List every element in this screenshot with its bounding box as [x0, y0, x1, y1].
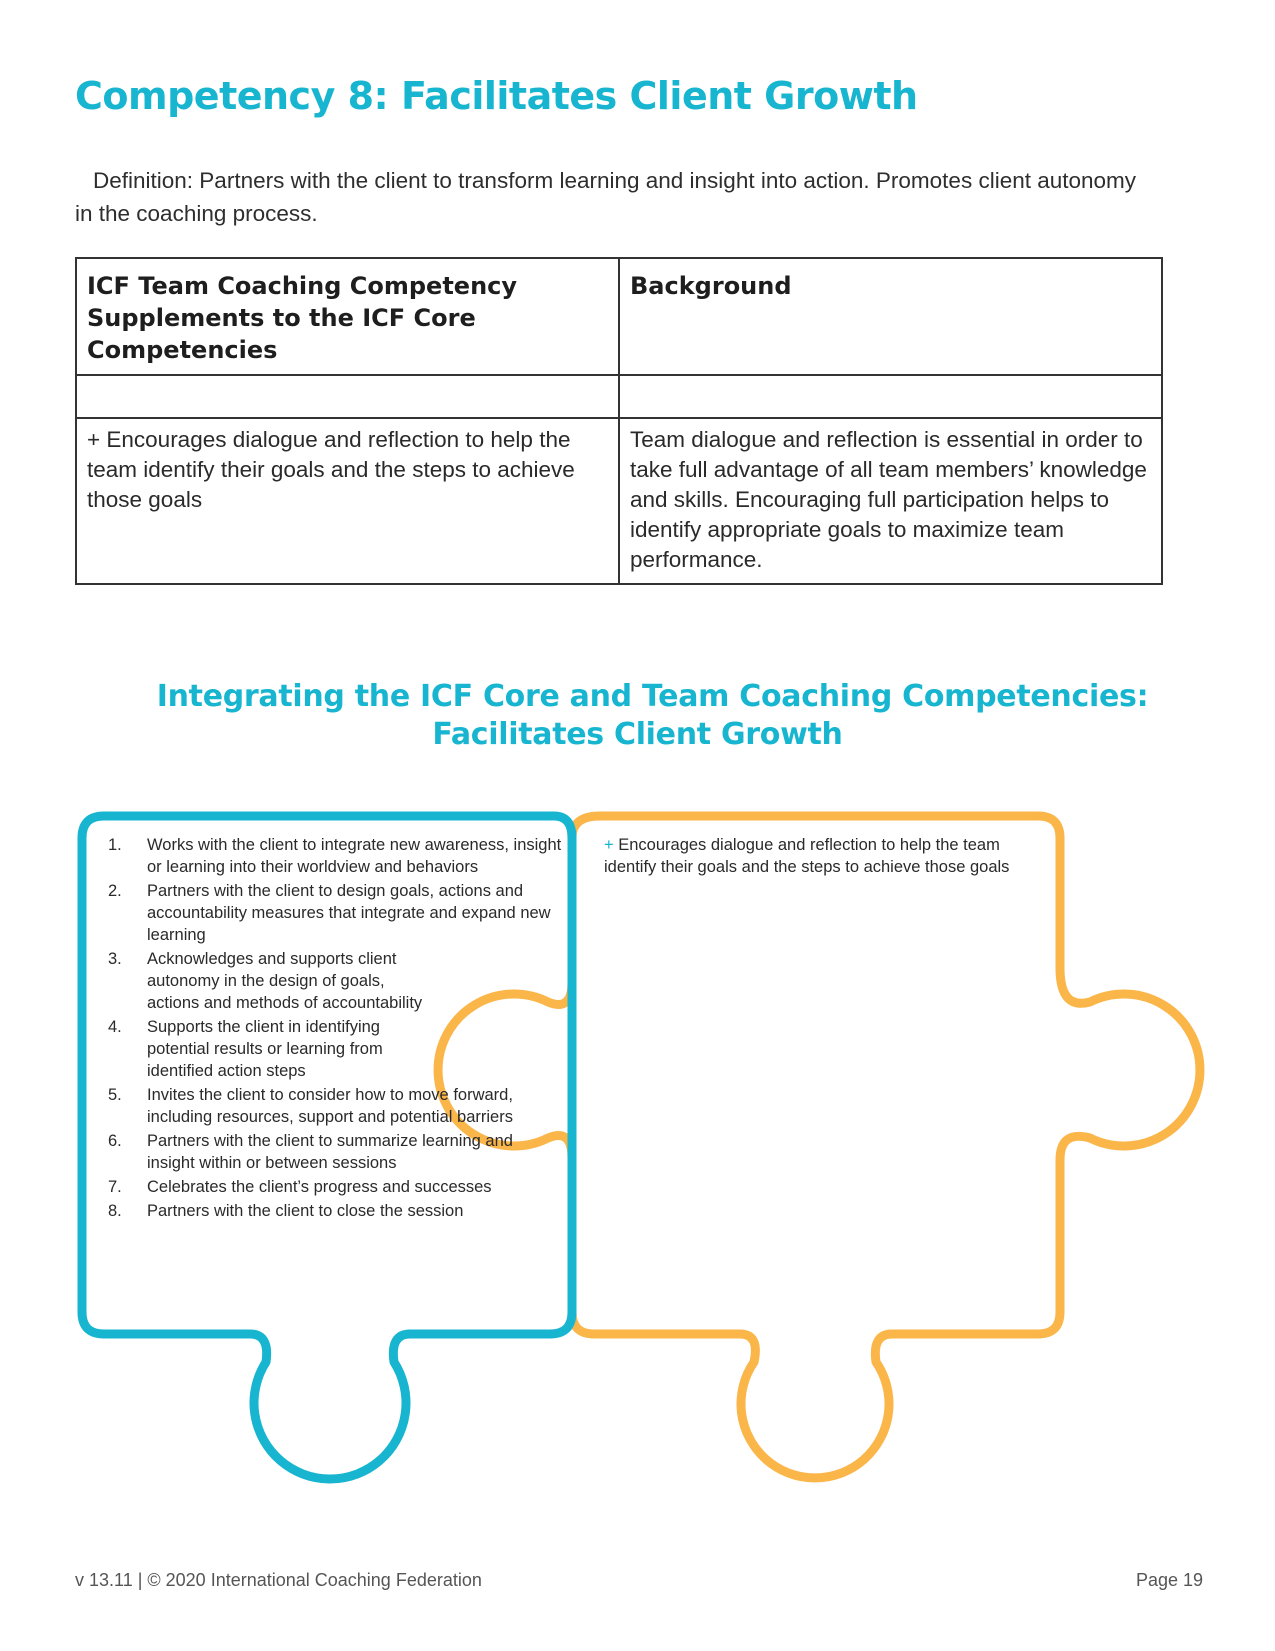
section-heading-line1: Integrating the ICF Core and Team Coaching Competencies:	[156, 679, 1149, 714]
list-item: 8. Partners with the client to close the session	[108, 1202, 464, 1220]
list-item: 4. Supports the client in identifying potential results or learning from identified action steps	[108, 1018, 383, 1080]
page-number: Page 19	[1135, 1570, 1203, 1590]
section-heading-line2: Facilitates Client Growth	[432, 717, 843, 752]
list-item: 6. Partners with the client to summarize learning and insight within or between sessions	[108, 1132, 513, 1172]
header-background: Background	[619, 258, 1162, 375]
background-cell: Team dialogue and reflection is essential in order to take full advantage of all team members’ knowledge and skills. Encouraging full participation helps to identify appropriate goals to maximize team performance.	[619, 418, 1162, 584]
list-item: 1. Works with the client to integrate new awareness, insight or learning into their worldview and behaviors	[108, 836, 562, 876]
list-item: 7. Celebrates the client’s progress and successes	[108, 1178, 492, 1196]
definition-text: Definition: Partners with the client to transform learning and insight into action. Promotes client autonomy in the coaching process.	[75, 168, 1137, 226]
list-item: 3. Acknowledges and supports client autonomy in the design of goals, actions and methods of accountability	[108, 950, 423, 1012]
team-competency-text	[604, 834, 1034, 878]
footer-copyright: v 13.11 | © 2020 International Coaching Federation	[75, 1570, 482, 1590]
header-supplements: ICF Team Coaching Competency Supplements to the ICF Core Competencies	[76, 258, 619, 375]
supplement-cell: + Encourages dialogue and reflection to help the team identify their goals and the steps to achieve those goals	[76, 418, 619, 584]
core-competency-list	[108, 834, 568, 1224]
list-item: 2. Partners with the client to design goals, actions and accountability measures that integrate and expand new learning	[108, 882, 551, 944]
plus-marker: +	[604, 836, 614, 854]
team-competency-body: Encourages dialogue and reflection to help the team identify their goals and the steps to achieve those goals	[604, 836, 1010, 876]
list-item: 5. Invites the client to consider how to move forward, including resources, support and potential barriers	[108, 1086, 513, 1126]
page-title: Competency 8: Facilitates Client Growth	[75, 74, 918, 118]
